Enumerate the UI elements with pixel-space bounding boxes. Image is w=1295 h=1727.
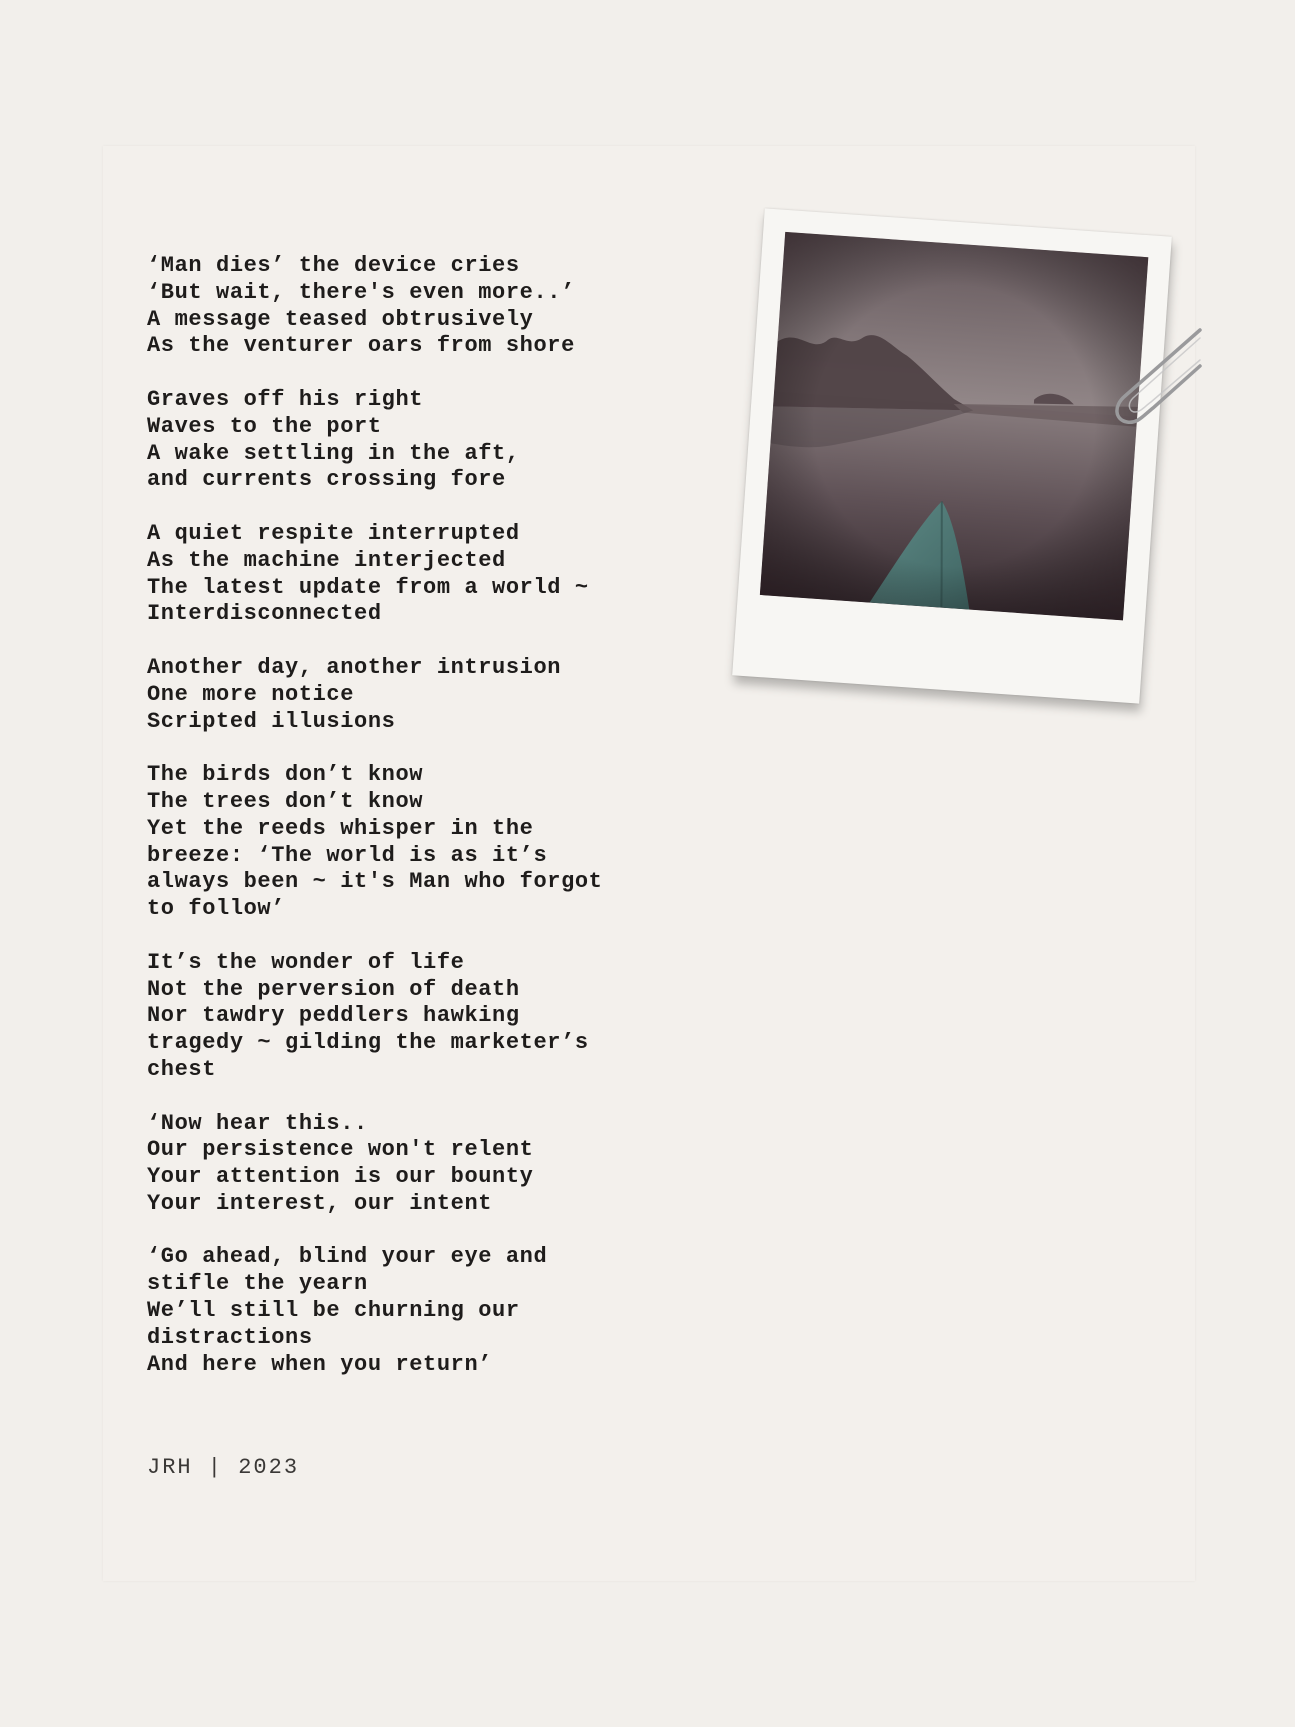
poem-line: One more notice [147, 681, 355, 707]
poem-line: The trees don’t know [147, 788, 424, 814]
poem-line: A wake settling in the aft, [147, 440, 520, 466]
poem-line: and currents crossing fore [147, 467, 506, 493]
poem-line: Graves off his right [147, 386, 424, 412]
poem-line: chest [147, 1056, 217, 1082]
stanza-6 [147, 950, 707, 1084]
poem-line: And here when you return’ [147, 1351, 493, 1377]
poem-line: Your attention is our bounty [147, 1164, 534, 1190]
poem-line: Your interest, our intent [147, 1190, 493, 1216]
poem-line: As the machine interjected [147, 547, 506, 573]
poem-line: tragedy ~ gilding the marketer’s [147, 1030, 589, 1056]
poem-line: ‘Man dies’ the device cries [147, 253, 520, 278]
poem-line: Scripted illusions [147, 708, 396, 734]
poem-line: to follow’ [147, 896, 286, 922]
stanza-5 [147, 762, 707, 923]
polaroid-frame [732, 208, 1172, 703]
poem-line: Another day, another intrusion [147, 654, 562, 680]
poem-line: The birds don’t know [147, 762, 424, 788]
poem-line: Nor tawdry peddlers hawking [147, 1003, 520, 1029]
poem-line: It’s the wonder of life [147, 949, 465, 975]
poem-line: ‘But wait, there's even more..’ [147, 279, 575, 305]
stanza-1 [147, 253, 707, 360]
poem-line: distractions [147, 1324, 313, 1350]
poem-line: A quiet respite interrupted [147, 520, 520, 546]
poem-line: The latest update from a world ~ [147, 574, 589, 600]
poem-line: Yet the reeds whisper in the [147, 815, 534, 841]
poem-line: breeze: ‘The world is as it’s [147, 842, 548, 868]
poem-line: ‘Now hear this.. [147, 1110, 368, 1136]
poem-line: always been ~ it's Man who forgot [147, 869, 603, 895]
stanza-2 [147, 387, 707, 494]
poem-line: Not the perversion of death [147, 976, 520, 1002]
poem-line: Waves to the port [147, 413, 382, 439]
poem-text [147, 253, 707, 1405]
poem-line: Interdisconnected [147, 601, 382, 627]
stanza-7 [147, 1111, 707, 1218]
poem-line: We’ll still be churning our [147, 1298, 520, 1324]
stanza-8 [147, 1244, 707, 1378]
boat-bow-on-lake-photo [760, 232, 1149, 621]
poem-line: ‘Go ahead, blind your eye and [147, 1244, 548, 1270]
paperclip-icon [1105, 318, 1205, 438]
stanza-3 [147, 521, 707, 628]
stanza-4 [147, 655, 707, 735]
poem-line: stifle the yearn [147, 1271, 368, 1297]
poem-line: Our persistence won't relent [147, 1137, 534, 1163]
poem-line: A message teased obtrusively [147, 306, 534, 332]
poem-line: As the venturer oars from shore [147, 333, 575, 359]
signature: JRH | 2023 [147, 1455, 300, 1480]
